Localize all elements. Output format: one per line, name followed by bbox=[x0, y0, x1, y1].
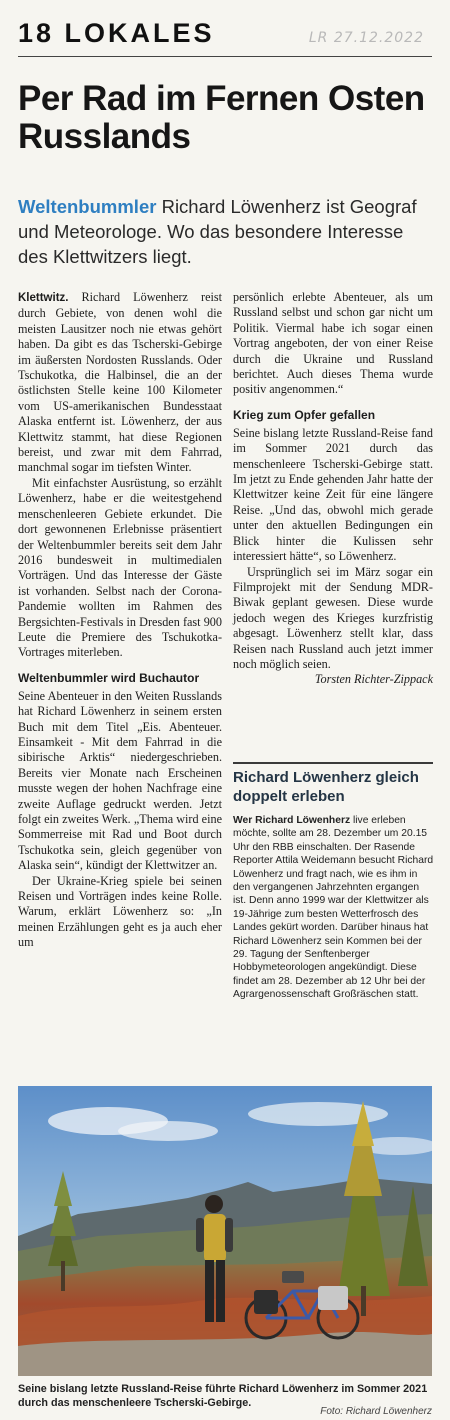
intro-kicker: Weltenbummler bbox=[18, 196, 157, 217]
article-paragraph: Der Ukraine-Krieg spiele bei seinen Reisen und Vorträgen indes keine Rolle. Warum, erklärt Löwenherz so: „In meinen Erzählungen geht es ja auch eher um bbox=[18, 873, 222, 950]
intro-text: Richard Löwenherz ist Geograf und Meteorologe. Wo das besondere Interesse des Klettwitzers liegt. bbox=[18, 196, 417, 267]
page-header bbox=[18, 18, 432, 52]
info-box-title: Richard Löwenherz gleich doppelt erleben bbox=[233, 769, 419, 805]
handwritten-date-note: LR 27.12.2022 bbox=[308, 30, 424, 46]
landscape-photo-illustration bbox=[18, 1086, 432, 1376]
article-column-left bbox=[18, 290, 222, 951]
dateline: Klettwitz. bbox=[18, 292, 69, 304]
article-paragraph: Ursprünglich sei im März sogar ein Filmprojekt mit der Sendung MDR-Biwak geplant gewesen. Diese wurde jedoch wegen des Krieges kurzfristig abgesagt. Löwenherz stellt klar, dass Reisen nach Russland auch jetzt immer noch möglich seien. bbox=[233, 564, 433, 671]
subhead-krieg: Krieg zum Opfer gefallen bbox=[233, 407, 376, 422]
intro-teaser bbox=[18, 194, 432, 269]
article-column-right bbox=[233, 290, 433, 688]
photo-credit: Foto: Richard Löwenherz bbox=[320, 1406, 432, 1417]
author-byline: Torsten Richter-Zippack bbox=[314, 672, 433, 687]
article-paragraph: Seine bislang letzte Russland-Reise fand im Sommer 2021 durch das menschenleere Tscherski-Gebirge statt. Im jetzt zu Ende gehenden Jahr hatte der Klettwitzer keine Zeit für eine längere Reise. „Und das, obwohl mich gerade unter den aktuellen Bedingungen ein Blick hinter die Kulissen sehr interessiert hätte“, so Löwenherz. bbox=[233, 425, 433, 564]
headline: Per Rad im Fernen Osten Russlands bbox=[18, 79, 425, 156]
header-divider bbox=[18, 56, 432, 57]
article-paragraph: Mit einfachster Ausrüstung, so erzählt Löwenherz, habe er die weitestgehend menschenleeren Gebiete erkundet. Die dort gewonnenen Erlebnisse präsentiert der Weltenbummler bereits seit dem Jahr 2016 bundesweit in multimedialen Vorträgen. Und das Interesse der Gäste ist vorhanden. Selbst nach der Corona-Pandemie wollten im Rahmen des Bergsichten-Festivals in Dresden fast 900 Leute die Premiere des Tschukotka-Vortrages miterleben. bbox=[18, 475, 222, 660]
info-box-rule bbox=[233, 762, 433, 764]
section-label: 18 LOKALES bbox=[18, 18, 215, 48]
info-box-lead: Wer Richard Löwenherz bbox=[233, 815, 351, 826]
photo-caption: Seine bislang letzte Russland-Reise führte Richard Löwenherz im Sommer 2021 durch das menschenleere Tscherski-Gebirge. bbox=[18, 1383, 428, 1409]
subhead-buchautor: Weltenbummler wird Buchautor bbox=[18, 670, 200, 685]
info-box-text bbox=[233, 814, 435, 1002]
article-paragraph: Seine Abenteuer in den Weiten Russlands hat Richard Löwenherz in seinem ersten Buch mit dem Titel „Eis. Abenteuer. Einsamkeit - Mit dem Fahrrad in die sibirische Arktis“ niedergeschrieben. Bereits vier Monate nach Erscheinen musste wegen der hohen Nachfrage eine zweite Auflage gedruckt werden. Jetzt folgt ein zweites Werk. „Thema wird eine Sommerreise mit Rad und Boot durch Tschukotka sein, gleich gegenüber von Alaska sein“, kündigt der Klettwitzer an. bbox=[18, 688, 222, 873]
article-paragraph: persönlich erlebte Abenteuer, als um Russland selbst und schon gar nicht um Politik. Viermal habe ich sogar einen Vortrag angeboten, der von einer Reise durch die Ukraine und Russland berichtet. Auch dieses Thema wurde positiv angenommen.“ bbox=[233, 290, 433, 397]
article-photo bbox=[18, 1086, 432, 1376]
info-box-body: live erleben möchte, sollte am 28. Dezember um 20.15 Uhr den RBB einschalten. Der Rasende Reporter Attila Weidemann besucht Richard Löwenherz und fragt nach, wie es ihm in den vergangenen Jahrzehnten ergangen ist. Denn anno 1999 war der Klettwitzer als 19-Jährige zum besten Wetterfrosch des Landes gekürt worden. Darüber hinaus hat Richard Löwenherz sein Kommen bei der 29. Tagung der Senftenberger Hobbymeteorologen angekündigt. Diese findet am 28. Dezember ab 12 Uhr bei der Agrargenossenschaft Großräschen statt. bbox=[233, 815, 434, 1001]
article-paragraph: Richard Löwenherz reist durch Gebiete, von denen wohl die meisten Lausitzer noch nie etwas gehört haben. Da gibt es das Tscherski-Gebirge im äußersten Nordosten Russlands. Oder Tschukotka, die Halbinsel, die an der östlichsten Stelle keine 100 Kilometer vom US-amerikanischen Bundesstaat Alaska entfernt ist. Löwenherz, der aus Klettwitz stammt, hat diese Regionen bereist, und zwar mit dem Fahrrad, manchmal sogar im tiefsten Winter. bbox=[18, 290, 222, 475]
